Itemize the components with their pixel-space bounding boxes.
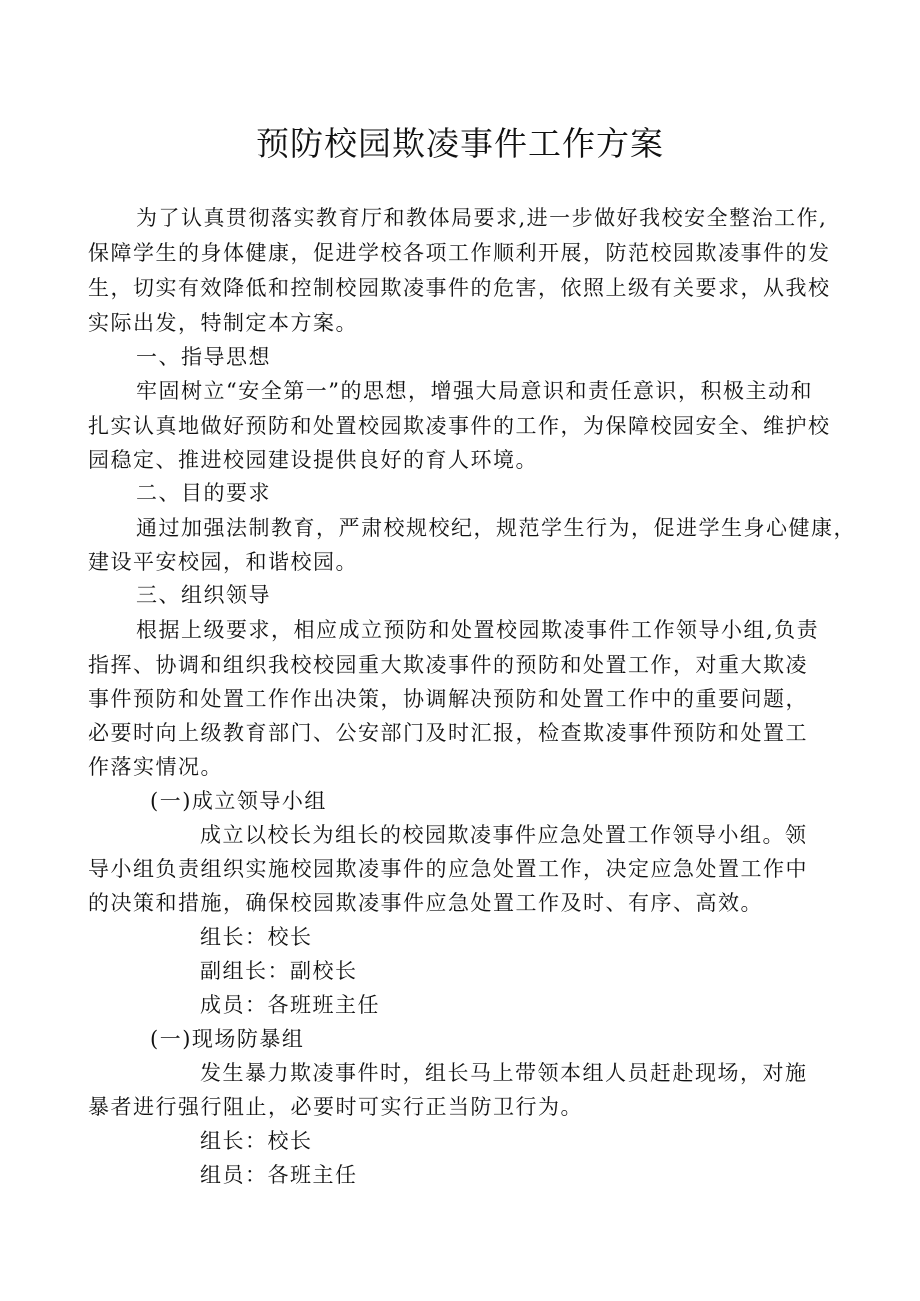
role-line: 组员：各班主任 [200, 1163, 358, 1187]
role-line: 组长：校长 [200, 1129, 313, 1153]
role-line: 组长：校长 [200, 925, 313, 949]
document-title: 预防校园欺凌事件工作方案 [256, 124, 664, 163]
paragraph-line: 事件预防和处置工作作出决策，协调解决预防和处置工作中的重要问题， [88, 687, 808, 711]
role-line: 副组长：副校长 [200, 959, 358, 983]
subsection-heading: (一)现场防暴组 [150, 1027, 305, 1051]
paragraph-line: 为了认真贯彻落实教育厅和教体局要求,进一步做好我校安全整治工作, [136, 206, 828, 230]
paragraph-line: 发生暴力欺凌事件时，组长马上带领本组人员赶赴现场，对施 [200, 1061, 808, 1085]
paragraph-line: 的决策和措施，确保校园欺凌事件应急处置工作及时、有序、高效。 [88, 891, 763, 915]
paragraph-line: 成立以校长为组长的校园欺凌事件应急处置工作领导小组。领 [200, 823, 808, 847]
paragraph-line: 必要时向上级教育部门、公安部门及时汇报，检查欺凌事件预防和处置工 [88, 721, 808, 745]
paragraph-line: 实际出发，特制定本方案。 [88, 311, 358, 335]
paragraph-line: 牢固树立“安全第一”的思想，增强大局意识和责任意识，积极主动和 [136, 379, 813, 403]
paragraph-line: 通过加强法制教育，严肃校规校纪，规范学生行为，促进学生身心健康， [136, 516, 856, 540]
section-heading: 二、目的要求 [136, 481, 271, 505]
paragraph-line: 指挥、协调和组织我校校园重大欺凌事件的预防和处置工作，对重大欺凌 [88, 653, 808, 677]
paragraph-line: 建设平安校园，和谐校园。 [88, 550, 358, 574]
paragraph-line: 作落实情况。 [88, 755, 223, 779]
paragraph-line: 根据上级要求，相应成立预防和处置校园欺凌事件工作领导小组,负责 [136, 618, 820, 642]
paragraph-line: 园稳定、推进校园建设提供良好的育人环境。 [88, 448, 538, 472]
paragraph-line: 生，切实有效降低和控制校园欺凌事件的危害，依照上级有关要求，从我校 [88, 276, 831, 300]
paragraph-line: 暴者进行强行阻止，必要时可实行正当防卫行为。 [88, 1095, 583, 1119]
subsection-heading: (一)成立领导小组 [150, 789, 327, 813]
section-heading: 一、指导思想 [136, 345, 271, 369]
paragraph-line: 保障学生的身体健康，促进学校各项工作顺利开展，防范校园欺凌事件的发 [88, 241, 831, 265]
paragraph-line: 扎实认真地做好预防和处置校园欺凌事件的工作，为保障校园安全、维护校 [88, 414, 831, 438]
role-line: 成员：各班班主任 [200, 993, 380, 1017]
section-heading: 三、组织领导 [136, 583, 271, 607]
paragraph-line: 导小组负责组织实施校园欺凌事件的应急处置工作，决定应急处置工作中 [88, 857, 808, 881]
